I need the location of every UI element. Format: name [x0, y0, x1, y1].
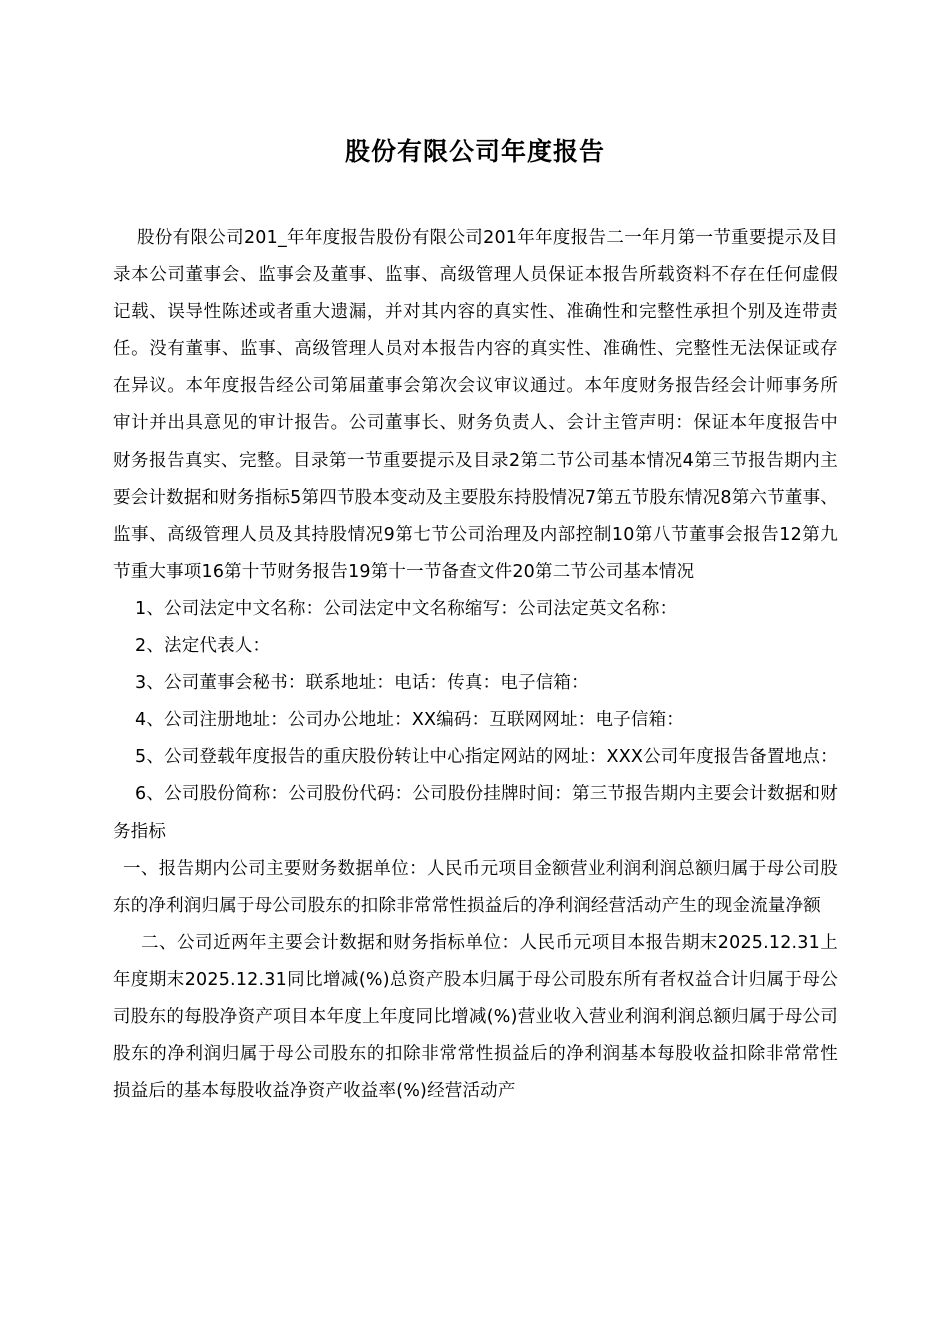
- document-body: [113, 220, 838, 1110]
- paragraph-item-4: 4、公司注册地址：公司办公地址：XX编码：互联网网址：电子信箱：: [135, 710, 685, 731]
- paragraph-item-2: 2、法定代表人：: [135, 636, 271, 657]
- paragraph-section-1: 一、报告期内公司主要财务数据单位：人民币元项目金额营业利润利润总额归属于母公司股东的净利润归属于母公司股东的扣除非常常性损益后的净利润经营活动产生的现金流量净额: [113, 858, 838, 916]
- paragraph-item-5: 5、公司登载年度报告的重庆股份转让中心指定网站的网址：XXX公司年度报告备置地点：: [135, 747, 838, 768]
- paragraph-intro: 股份有限公司201_年年度报告股份有限公司201年年度报告二一年月第一节重要提示及目录本公司董事会、监事会及董事、监事、高级管理人员保证本报告所载资料不存在任何虚假记载、误导性陈述或者重大遗漏，并对其内容的真实性、准确性和完整性承担个别及连带责任。没有董事、监事、高级管理人员对本报告内容的真实性、准确性、完整性无法保证或存在异议。本年度报告经公司第届董事会第次会议审议通过。本年度财务报告经会计师事务所审计并出具意见的审计报告。公司董事长、财务负责人、会计主管声明：保证本年度报告中财务报告真实、完整。目录第一节重要提示及目录2第二节公司基本情况4第三节报告期内主要会计数据和财务指标5第四节股本变动及主要股东持股情况7第五节股东情况8第六节董事、监事、高级管理人员及其持股情况9第七节公司治理及内部控制10第八节董事会报告12第九节重大事项16第十节财务报告19第十一节备查文件20第二节公司基本情况: [113, 228, 838, 582]
- paragraph-item-6: 6、公司股份简称：公司股份代码：公司股份挂牌时间：第三节报告期内主要会计数据和财务指标: [113, 784, 838, 842]
- paragraph-item-1: 1、公司法定中文名称：公司法定中文名称缩写：公司法定英文名称：: [135, 598, 678, 619]
- paragraph-item-3: 3、公司董事会秘书：联系地址：电话：传真：电子信箱：: [135, 673, 589, 694]
- paragraph-section-2: 二、公司近两年主要会计数据和财务指标单位：人民币元项目本报告期末2025.12.31上年度期末2025.12.31同比增减(%)总资产股本归属于母公司股东所有者权益合计归属于母公司股东的每股净资产项目本年度上年度同比增减(%)营业收入营业利润利润总额归属于母公司股东的净利润归属于母公司股东的扣除非常常性损益后的净利润基本每股收益扣除非常常性损益后的基本每股收益净资产收益率(%)经营活动产: [113, 932, 838, 1102]
- document-title: 股份有限公司年度报告: [344, 137, 605, 166]
